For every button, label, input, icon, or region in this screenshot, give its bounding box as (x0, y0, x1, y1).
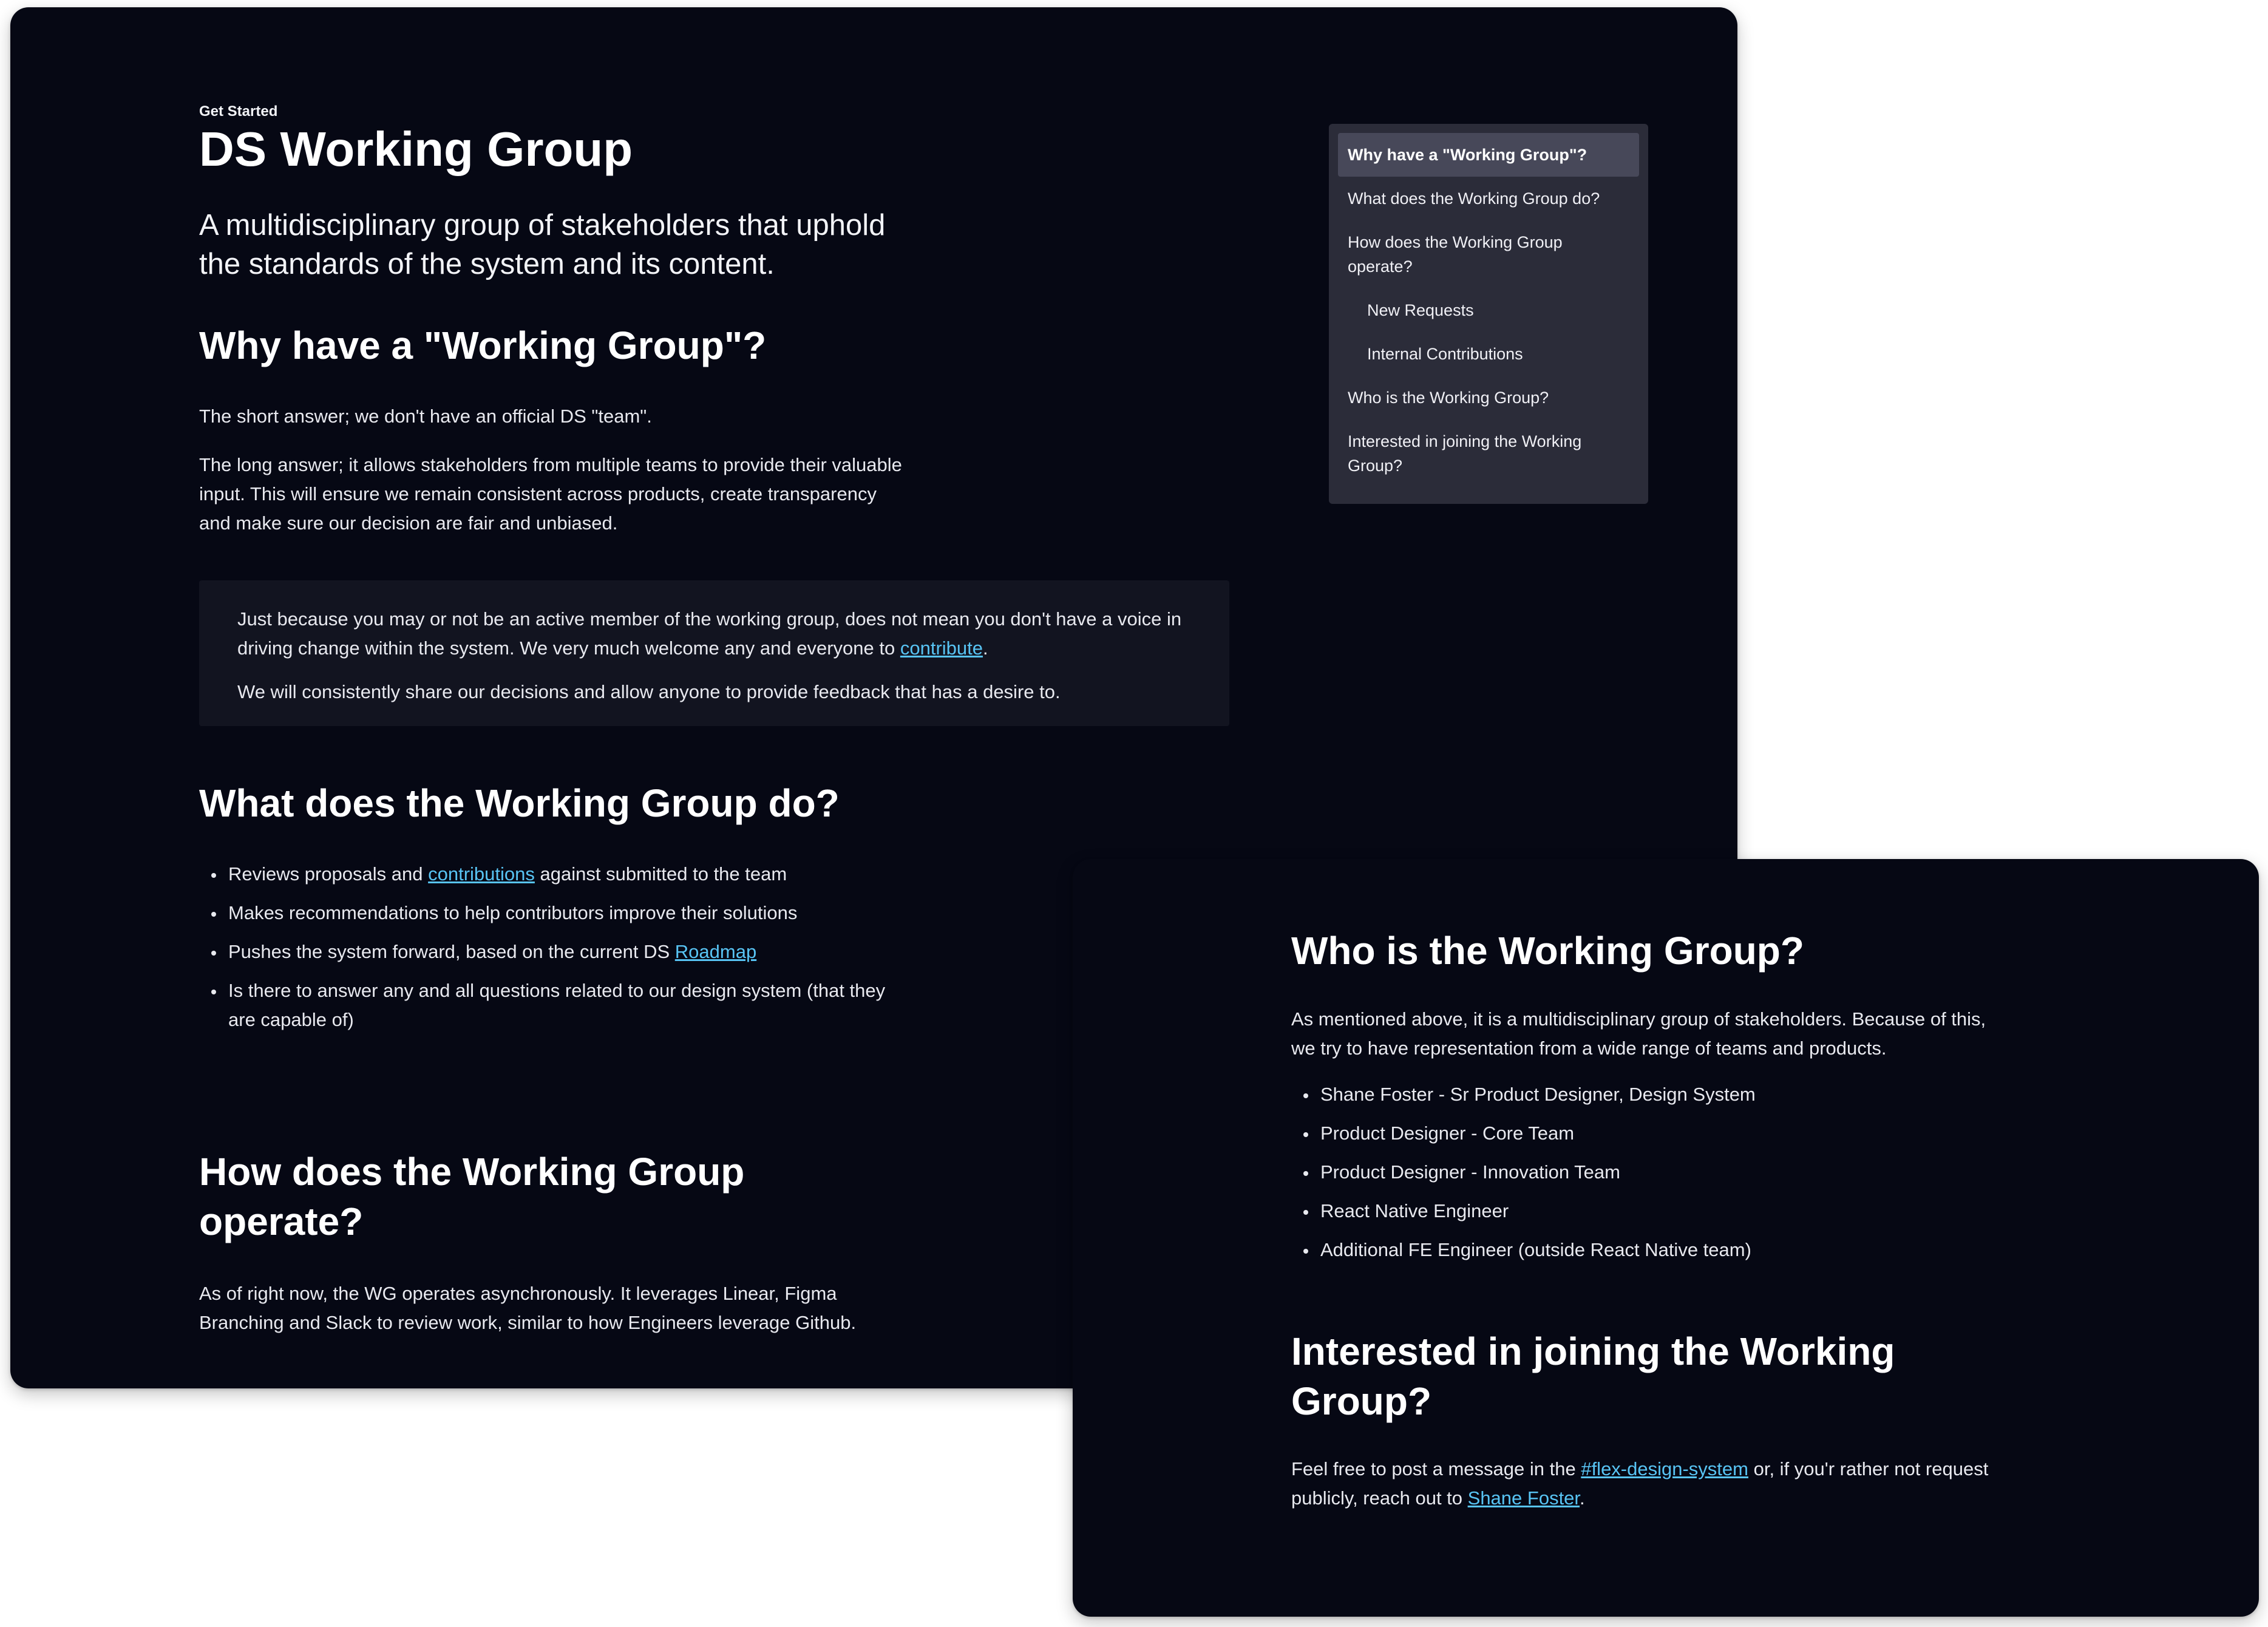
what-list (199, 860, 903, 1044)
member-1: Shane Foster - Sr Product Designer, Design System (1320, 1084, 1756, 1105)
callout-text-1-after: . (982, 637, 988, 659)
list-item (1291, 1158, 1995, 1187)
table-of-contents (1329, 124, 1648, 504)
shane-foster-link[interactable]: Shane Foster (1467, 1487, 1580, 1509)
breadcrumb[interactable]: Get Started (199, 103, 278, 120)
bullet-icon (1303, 1210, 1308, 1215)
toc-item-join[interactable]: Interested in joining the Working Group? (1348, 432, 1582, 475)
what-item-3-before: Pushes the system forward, based on the current DS (228, 941, 675, 962)
join-text-middle: or, if you'r rather not request publicly, reach out to (1291, 1458, 1989, 1509)
heading-why: Why have a "Working Group"? (199, 324, 767, 367)
callout-text-1 (237, 605, 1184, 663)
roadmap-link[interactable]: Roadmap (674, 941, 757, 962)
page-lead: A multidisciplinary group of stakeholders that uphold the standards of the system and its content. (199, 209, 886, 280)
heading-how: How does the Working Group operate? (199, 1150, 745, 1243)
bullet-icon (1303, 1249, 1308, 1254)
callout-box (199, 580, 1229, 726)
list-item (1291, 1235, 1995, 1265)
heading-what: What does the Working Group do? (199, 781, 840, 825)
bullet-icon (211, 912, 216, 917)
secondary-doc-panel (1073, 859, 2259, 1617)
list-item (1291, 1119, 1995, 1148)
who-paragraph: As mentioned above, it is a multidisciplinary group of stakeholders. Because of this, we try to have representation from a wide range of teams and products. (1291, 1008, 1986, 1059)
list-item (199, 937, 903, 966)
join-text-after: . (1580, 1487, 1585, 1509)
list-item (1291, 1080, 1995, 1109)
list-item (1291, 1197, 1995, 1226)
toc-item-what[interactable]: What does the Working Group do? (1348, 189, 1600, 208)
member-5: Additional FE Engineer (outside React Native team) (1320, 1239, 1751, 1260)
why-long-answer: The long answer; it allows stakeholders from multiple teams to provide their valuable input. This will ensure we remain consistent across products, create transparency and make sure our decision are fair and unbiased. (199, 454, 902, 534)
toc-item-why[interactable]: Why have a "Working Group"? (1338, 133, 1639, 177)
join-text-before: Feel free to post a message in the (1291, 1458, 1581, 1479)
heading-who: Who is the Working Group? (1291, 929, 1804, 973)
bullet-icon (211, 990, 216, 994)
contribute-link[interactable]: contribute (900, 637, 983, 659)
bullet-icon (1303, 1132, 1308, 1137)
list-item (199, 898, 903, 928)
toc-item-who[interactable]: Who is the Working Group? (1348, 389, 1549, 407)
what-item-4: Is there to answer any and all questions related to our design system (that they are capable of) (228, 980, 886, 1030)
page-title: DS Working Group (199, 122, 633, 176)
what-item-1-before: Reviews proposals and (228, 863, 429, 885)
list-item (199, 976, 903, 1034)
what-item-1-after: against submitted to the team (534, 863, 787, 885)
contributions-link[interactable]: contributions (428, 863, 535, 885)
how-paragraph: As of right now, the WG operates asynchronously. It leverages Linear, Figma Branching and Slack to review work, similar to how Engineers leverage Github. (199, 1283, 857, 1333)
member-2: Product Designer - Core Team (1320, 1123, 1575, 1144)
bullet-icon (211, 951, 216, 956)
member-4: React Native Engineer (1320, 1200, 1509, 1221)
heading-join: Interested in joining the Working Group? (1291, 1330, 1895, 1423)
why-short-answer: The short answer; we don't have an official DS "team". (199, 406, 652, 427)
callout-text-2: We will consistently share our decisions and allow anyone to provide feedback that has a desire to. (237, 681, 1061, 702)
join-paragraph (1291, 1455, 1995, 1513)
slack-channel-link[interactable]: #flex-design-system (1581, 1458, 1748, 1479)
list-item (199, 860, 903, 889)
member-list (1291, 1080, 1995, 1274)
toc-item-how[interactable]: How does the Working Group operate? (1348, 233, 1563, 276)
callout-text-1-before: Just because you may or not be an active member of the working group, does not mean you don't have a voice in driving change within the system. We very much welcome any and everyone to (237, 608, 1182, 659)
toc-item-internal-contributions[interactable]: Internal Contributions (1367, 345, 1523, 363)
toc-item-new-requests[interactable]: New Requests (1367, 301, 1474, 319)
bullet-icon (211, 873, 216, 878)
member-3: Product Designer - Innovation Team (1320, 1161, 1620, 1183)
bullet-icon (1303, 1093, 1308, 1098)
bullet-icon (1303, 1171, 1308, 1176)
what-item-2: Makes recommendations to help contributors improve their solutions (228, 902, 798, 923)
